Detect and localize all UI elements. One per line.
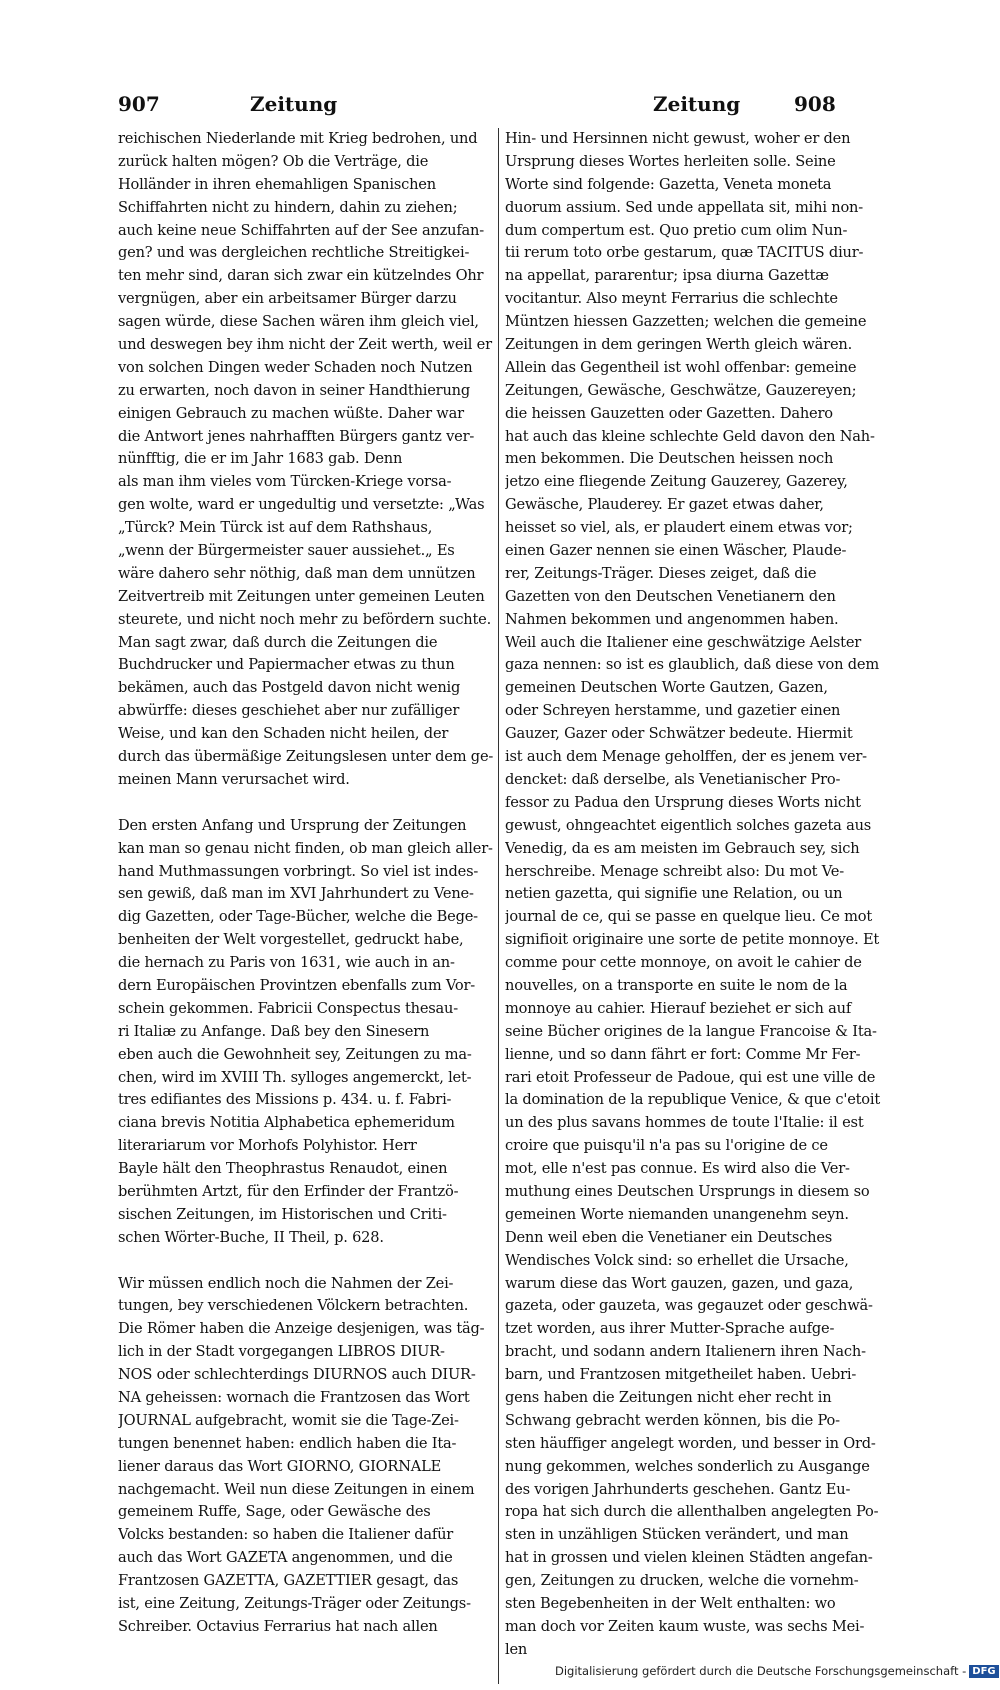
text-line: zu erwarten, noch davon in seiner Handthierung xyxy=(118,381,470,399)
text-line: gazeta, oder gauzeta, was gegauzet oder geschwä- xyxy=(505,1297,873,1315)
text-line: gemeinen Deutschen Worte Gautzen, Gazen, xyxy=(505,679,828,697)
text-line: reichischen Niederlande mit Krieg bedrohen, und xyxy=(118,130,478,147)
text-line: journal de ce, qui se passe en quelque lieu. Ce mot xyxy=(505,908,873,926)
text-line: nouvelles, on a transporte en suite le nom de la xyxy=(505,976,848,994)
text-line: Venedig, da es am meisten im Gebrauch sey, sich xyxy=(505,839,860,857)
text-line: Holländer in ihren ehemahligen Spanischen xyxy=(118,175,436,193)
text-line: warum diese das Wort gauzen, gazen, und gaza, xyxy=(505,1274,854,1292)
text-line: Man sagt zwar, daß durch die Zeitungen die xyxy=(118,633,438,651)
left-text-column xyxy=(118,128,498,1639)
text-line: mot, elle n'est pas connue. Es wird also die Ver- xyxy=(505,1160,850,1178)
text-line: ist auch dem Menage geholffen, der es jenem ver- xyxy=(505,748,867,766)
text-line: Gazetten von den Deutschen Venetianern den xyxy=(505,587,836,605)
text-line: benheiten der Welt vorgestellet, gedruckt habe, xyxy=(118,931,464,949)
text-line: rari etoit Professeur de Padoue, qui est une ville de xyxy=(505,1068,876,1086)
text-line: ciana brevis Notitia Alphabetica ephemeridum xyxy=(118,1114,455,1132)
text-line: kan man so genau nicht finden, ob man gleich aller- xyxy=(118,839,493,857)
text-line: gen wolte, ward er ungedultig und versetzte: „Was xyxy=(118,496,485,514)
text-line: comme pour cette monnoye, on avoit le cahier de xyxy=(505,954,862,972)
text-line: bekämen, auch das Postgeld davon nicht wenig xyxy=(118,679,461,697)
text-line: nachgemacht. Weil nun diese Zeitungen in einem xyxy=(118,1480,475,1498)
text-line: die Antwort jenes nahrhafften Bürgers gantz ver- xyxy=(118,427,475,445)
text-line: herschreibe. Menage schreibt also: Du mot Ve- xyxy=(505,862,844,880)
text-line: lich in der Stadt vorgegangen LIBROS DIUR- xyxy=(118,1343,445,1361)
text-line: vocitantur. Also meynt Ferrarius die schlechte xyxy=(505,290,838,308)
page-header xyxy=(118,92,858,122)
text-line: Schwang gebracht werden können, bis die Po- xyxy=(505,1411,840,1429)
text-line: tii rerum toto orbe gestarum, quæ TACITUS diur- xyxy=(505,244,864,262)
text-line: Wendisches Volck sind: so erhellet die Ursache, xyxy=(505,1251,849,1269)
text-line: „Türck? Mein Türck ist auf dem Rathshaus, xyxy=(118,519,433,537)
text-line: Hin- und Hersinnen nicht gewust, woher er den xyxy=(505,130,851,147)
paragraph-gap xyxy=(118,792,498,815)
text-line: signifioit originaire une sorte de petite monnoye. Et xyxy=(505,931,880,949)
text-line: sagen würde, diese Sachen wären ihm gleich viel, xyxy=(118,313,479,331)
text-line: Volcks bestanden: so haben die Italiener dafür xyxy=(118,1526,454,1544)
text-line: len xyxy=(505,1640,528,1658)
text-line: auch keine neue Schiffahrten auf der See anzufan- xyxy=(118,221,484,239)
text-line: muthung eines Deutschen Ursprungs in diesem so xyxy=(505,1182,870,1200)
text-line: zurück halten mögen? Ob die Verträge, die xyxy=(118,152,429,170)
text-line: gen, Zeitungen zu drucken, welche die vornehm- xyxy=(505,1572,859,1590)
text-line: die heissen Gauzetten oder Gazetten. Dahero xyxy=(505,404,833,422)
text-line: Weise, und kan den Schaden nicht heilen, der xyxy=(118,725,449,743)
text-line: oder Schreyen herstamme, und gazetier einen xyxy=(505,702,841,720)
text-line: Denn weil eben die Venetianer ein Deutsches xyxy=(505,1228,833,1246)
text-line: jetzo eine fliegende Zeitung Gauzerey, Gazerey, xyxy=(505,473,848,491)
page-number-left: 907 xyxy=(118,92,160,116)
paragraph-gap xyxy=(118,1250,498,1273)
text-line: tzet worden, aus ihrer Mutter-Sprache aufge- xyxy=(505,1320,835,1338)
text-line: hand Muthmassungen vorbringt. So viel ist indes- xyxy=(118,862,479,880)
right-text-column xyxy=(505,128,888,1662)
text-line: heisset so viel, als, er plaudert einem etwas vor; xyxy=(505,519,853,537)
text-line: hat in grossen und vielen kleinen Städten angefan- xyxy=(505,1549,873,1567)
text-line: JOURNAL aufgebracht, womit sie die Tage-Zei- xyxy=(118,1411,459,1429)
text-line: Buchdrucker und Papiermacher etwas zu thun xyxy=(118,656,455,674)
text-line: Allein das Gegentheil ist wohl offenbar: gemeine xyxy=(505,358,857,376)
text-line: eben auch die Gewohnheit sey, Zeitungen zu ma- xyxy=(118,1045,472,1063)
text-line: Gauzer, Gazer oder Schwätzer bedeute. Hiermit xyxy=(505,725,853,743)
text-line: tungen benennet haben: endlich haben die Ita- xyxy=(118,1434,457,1452)
text-line: monnoye au cahier. Hierauf beziehet er sich auf xyxy=(505,999,852,1017)
text-line: Bayle hält den Theophrastus Renaudot, einen xyxy=(118,1160,448,1178)
text-line: nung gekommen, welches sonderlich zu Ausgange xyxy=(505,1457,870,1475)
text-line: tres edifiantes des Missions p. 434. u. f. Fabri- xyxy=(118,1091,452,1109)
text-line: auch das Wort GAZETA angenommen, und die xyxy=(118,1549,453,1567)
text-line: sten in unzähligen Stücken verändert, und man xyxy=(505,1526,849,1544)
text-line: Schiffahrten nicht zu hindern, dahin zu ziehen; xyxy=(118,198,458,216)
running-head-left: Zeitung xyxy=(250,92,338,116)
column-divider xyxy=(498,128,499,1684)
text-line: Worte sind folgende: Gazetta, Veneta moneta xyxy=(505,175,832,193)
text-line: Die Römer haben die Anzeige desjenigen, was täg- xyxy=(118,1320,485,1338)
text-line: sen gewiß, daß man im XVI Jahrhundert zu Vene- xyxy=(118,885,474,903)
text-line: gemeinem Ruffe, Sage, oder Gewäsche des xyxy=(118,1503,431,1521)
text-line: gen? und was dergleichen rechtliche Streitigkei- xyxy=(118,244,470,262)
footer-credit-text: Digitalisierung gefördert durch die Deutsche Forschungsgemeinschaft - xyxy=(555,1664,967,1678)
text-line: dern Europäischen Provintzen ebenfalls zum Vor- xyxy=(118,976,476,994)
text-line: ist, eine Zeitung, Zeitungs-Träger oder Zeitungs- xyxy=(118,1595,471,1612)
text-line: des vorigen Jahrhunderts geschehen. Gantz Eu- xyxy=(505,1480,851,1498)
text-line: literariarum vor Morhofs Polyhistor. Herr xyxy=(118,1137,417,1155)
text-line: als man ihm vieles vom Türcken-Kriege vorsa- xyxy=(118,473,452,491)
text-line: duorum assium. Sed unde appellata sit, mihi non- xyxy=(505,198,863,216)
text-line: durch das übermäßige Zeitungslesen unter dem ge- xyxy=(118,748,494,766)
text-line: schein gekommen. Fabricii Conspectus thesau- xyxy=(118,999,458,1017)
text-line: Müntzen hiessen Gazzetten; welchen die gemeine xyxy=(505,313,867,331)
text-line: einigen Gebrauch zu machen wüßte. Daher war xyxy=(118,404,464,422)
text-line: Wir müssen endlich noch die Nahmen der Zei- xyxy=(118,1274,454,1292)
text-line: seine Bücher origines de la langue Francoise & Ita- xyxy=(505,1022,877,1040)
text-line: gemeinen Worte niemanden unangenehm seyn. xyxy=(505,1205,849,1223)
text-line: tungen, bey verschiedenen Völckern betrachten. xyxy=(118,1297,469,1315)
digitization-footer xyxy=(555,1664,996,1682)
text-line: Zeitvertreib mit Zeitungen unter gemeinen Leuten xyxy=(118,587,485,605)
text-line: sten häuffiger angelegt worden, und besser in Ord- xyxy=(505,1434,876,1452)
text-line: hat auch das kleine schlechte Geld davon den Nah- xyxy=(505,427,875,445)
text-line: Schreiber. Octavius Ferrarius hat nach allen xyxy=(118,1617,438,1635)
text-line: fessor zu Padua den Ursprung dieses Worts nicht xyxy=(505,793,861,811)
text-line: abwürffe: dieses geschiehet aber nur zufälliger xyxy=(118,702,460,720)
text-line: meinen Mann verursachet wird. xyxy=(118,770,350,788)
text-line: berühmten Artzt, für den Erfinder der Frantzö- xyxy=(118,1182,459,1200)
text-line: von solchen Dingen weder Schaden noch Nutzen xyxy=(118,358,473,376)
text-line: vergnügen, aber ein arbeitsamer Bürger darzu xyxy=(118,290,457,308)
text-line: NA geheissen: wornach die Frantzosen das Wort xyxy=(118,1388,470,1406)
text-line: wäre dahero sehr nöthig, daß man dem unnützen xyxy=(118,564,476,582)
page-number-right: 908 xyxy=(794,92,836,116)
running-head-right: Zeitung xyxy=(653,92,741,116)
text-line: sten Begebenheiten in der Welt enthalten: wo xyxy=(505,1595,836,1612)
text-line: Ursprung dieses Wortes herleiten solle. Seine xyxy=(505,152,836,170)
text-line: barn, und Frantzosen mitgetheilet haben. Uebri- xyxy=(505,1366,857,1384)
text-line: chen, wird im XVIII Th. sylloges angemerckt, let- xyxy=(118,1068,472,1086)
text-line: Zeitungen, Gewäsche, Geschwätze, Gauzereyen; xyxy=(505,381,857,399)
text-line: ropa hat sich durch die allenthalben angelegten Po- xyxy=(505,1503,879,1521)
text-line: croire que puisqu'il n'a pas su l'origine de ce xyxy=(505,1137,828,1155)
text-line: un des plus savans hommes de toute l'Italie: il est xyxy=(505,1114,864,1132)
text-line: liener daraus das Wort GIORNO, GIORNALE xyxy=(118,1457,442,1475)
dfg-logo: DFG xyxy=(969,1665,998,1678)
text-line: steurete, und nicht noch mehr zu befördern suchte. xyxy=(118,610,492,628)
text-line: ten mehr sind, daran sich zwar ein kützelndes Ohr xyxy=(118,267,484,285)
text-line: dum compertum est. Quo pretio cum olim Nun- xyxy=(505,221,848,239)
text-line: Zeitungen in dem geringen Werth gleich wären. xyxy=(505,336,853,354)
text-line: na appellat, pararentur; ipsa diurna Gazettæ xyxy=(505,267,829,285)
text-line: men bekommen. Die Deutschen heissen noch xyxy=(505,450,834,468)
text-line: „wenn der Bürgermeister sauer aussiehet.„ Es xyxy=(118,542,455,560)
text-line: la domination de la republique Venice, & que c'etoit xyxy=(505,1091,881,1109)
text-line: gens haben die Zeitungen nicht eher recht in xyxy=(505,1388,832,1406)
text-line: Frantzosen GAZETTA, GAZETTIER gesagt, das xyxy=(118,1572,459,1590)
text-line: ri Italiæ zu Anfange. Daß bey den Sinesern xyxy=(118,1022,430,1040)
text-line: Den ersten Anfang und Ursprung der Zeitungen xyxy=(118,816,467,834)
text-line: netien gazetta, qui signifie une Relation, ou un xyxy=(505,885,843,903)
text-line: nünfftig, die er im Jahr 1683 gab. Denn xyxy=(118,450,403,468)
text-line: die hernach zu Paris von 1631, wie auch in an- xyxy=(118,954,455,972)
text-line: schen Wörter-Buche, II Theil, p. 628. xyxy=(118,1228,384,1246)
text-line: Weil auch die Italiener eine geschwätzige Aelster xyxy=(505,633,862,651)
text-line: Nahmen bekommen und angenommen haben. xyxy=(505,610,839,628)
text-line: man doch vor Zeiten kaum wuste, was sechs Mei- xyxy=(505,1617,865,1635)
text-line: einen Gazer nennen sie einen Wäscher, Plaude- xyxy=(505,542,847,560)
text-line: sischen Zeitungen, im Historischen und Criti- xyxy=(118,1205,447,1223)
text-line: rer, Zeitungs-Träger. Dieses zeiget, daß die xyxy=(505,564,817,582)
text-line: bracht, und sodann andern Italienern ihren Nach- xyxy=(505,1343,866,1361)
text-line: Gewäsche, Plauderey. Er gazet etwas daher, xyxy=(505,496,824,514)
text-line: und deswegen bey ihm nicht der Zeit werth, weil er xyxy=(118,336,492,354)
text-line: lienne, und so dann fährt er fort: Comme Mr Fer- xyxy=(505,1045,861,1063)
text-line: gewust, ohngeachtet eigentlich solches gazeta aus xyxy=(505,816,872,834)
text-line: dencket: daß derselbe, als Venetianischer Pro- xyxy=(505,770,841,788)
text-line: NOS oder schlechterdings DIURNOS auch DIUR- xyxy=(118,1366,476,1384)
text-line: gaza nennen: so ist es glaublich, daß diese von dem xyxy=(505,656,879,674)
text-line: dig Gazetten, oder Tage-Bücher, welche die Bege- xyxy=(118,908,478,926)
